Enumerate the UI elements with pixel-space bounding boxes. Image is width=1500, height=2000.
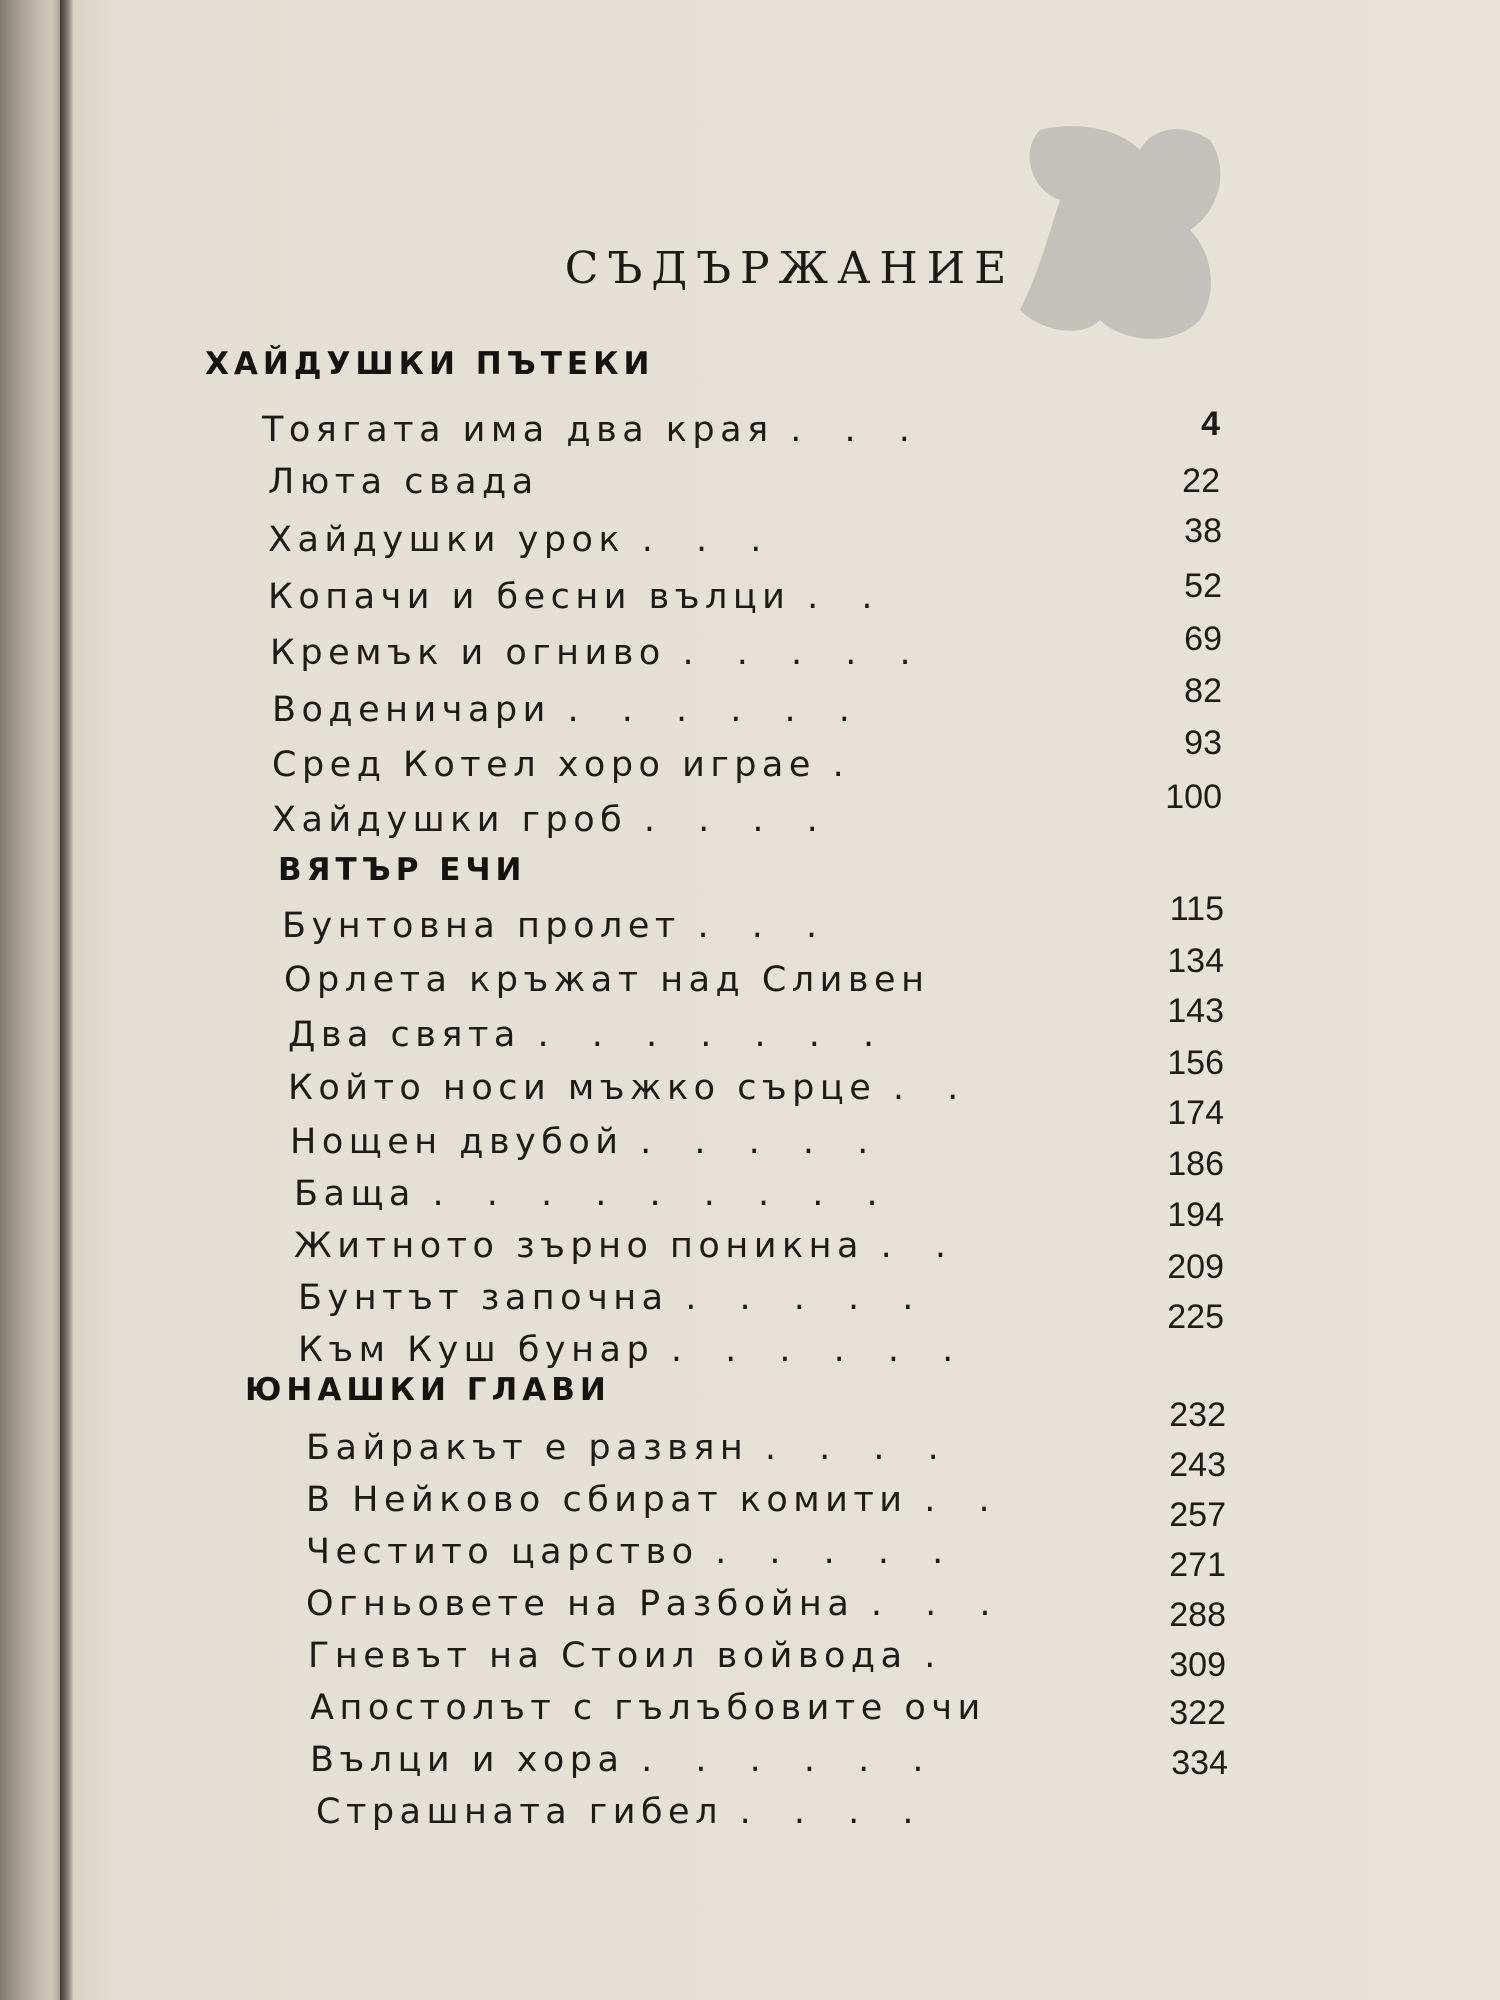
toc-entry[interactable] [268,462,539,502]
leader-dots: . . . . . [640,1122,885,1162]
page-number: 38 [1184,512,1222,550]
entry-title: Хайдушки гроб [272,800,628,840]
page-number: 174 [1167,1094,1224,1132]
entry-title: Орлета кръжат над Сливен [284,960,930,1000]
entry-title: Нощен двубой [290,1122,624,1162]
entry-title: Страшната гибел [316,1792,723,1832]
toc-entry[interactable] [308,1636,951,1676]
entry-title: Бунтът започна [298,1278,669,1318]
left-page-edge [0,0,64,2000]
toc-entry[interactable] [294,1174,894,1214]
page-number: 100 [1165,778,1222,816]
entry-title: Копачи и бесни вълци [268,577,791,617]
leader-dots: . . . [790,410,926,450]
leader-dots: . . . . . . . [537,1015,891,1055]
entry-title: Апостолът с гълъбовите очи [310,1688,986,1728]
entry-title: Житното зърно поникна [294,1226,864,1266]
page-title: СЪДЪРЖАНИЕ [564,243,1016,295]
leader-dots: . . . . [739,1792,930,1832]
entry-title: Вълци и хора [310,1740,625,1780]
toc-entry[interactable] [298,1278,929,1318]
page-number: 257 [1169,1496,1226,1534]
entry-title: Сред Котел хоро играе [272,745,816,785]
entry-title: Воденичари [272,690,551,730]
toc-entry[interactable] [288,1015,890,1055]
leader-dots: . [924,1636,952,1676]
entry-title: Честито царство [306,1532,699,1572]
toc-entry[interactable] [262,410,926,450]
page-number: 93 [1184,724,1222,762]
entry-title: Към Куш бунар [298,1330,655,1370]
leader-dots: . . . . . . [670,1330,970,1370]
leader-dots: . . . . [764,1428,955,1468]
entry-title: Баща [294,1174,416,1214]
toc-entry[interactable] [272,690,866,730]
leader-dots: . . . . . [682,633,927,673]
entry-title: Два свята [288,1015,521,1055]
page-number: 271 [1169,1546,1226,1584]
toc-entry[interactable] [288,1068,974,1108]
page-number: 194 [1167,1196,1224,1234]
leader-dots: . . . . . . [567,690,866,730]
toc-entry[interactable] [306,1532,959,1572]
toc-entry[interactable] [270,633,927,673]
toc-entry[interactable] [306,1584,1007,1624]
section-heading: ЮНАШКИ ГЛАВИ [245,1372,611,1408]
page-number: 115 [1169,890,1224,928]
page-number: 232 [1169,1396,1226,1434]
page-number: 186 [1167,1145,1224,1183]
entry-title: Хайдушки урок [268,520,626,560]
toc-entry[interactable] [310,1688,986,1728]
leader-dots: . [832,745,860,785]
entry-title: Тоягата има два края [262,410,774,450]
entry-title: Бунтовна пролет [282,906,681,946]
leader-dots: . . [924,1480,1006,1520]
leader-dots: . . . . . [685,1278,930,1318]
toc-entry[interactable] [272,800,834,840]
toc-entry[interactable] [294,1226,962,1266]
toc-entry[interactable] [282,906,833,946]
toc-entry[interactable] [272,745,860,785]
page-number: 134 [1167,942,1224,980]
entry-title: Кремък и огниво [270,633,666,673]
toc-entry[interactable] [316,1792,929,1832]
toc-entry[interactable] [268,520,777,560]
book-gutter [60,0,74,2000]
toc-entry[interactable] [310,1740,940,1780]
entry-title: Байракът е развян [306,1428,749,1468]
page-number: 225 [1167,1298,1224,1336]
toc-entry[interactable] [290,1122,884,1162]
leader-dots: . . . . [643,800,834,840]
toc-entry[interactable] [268,577,888,617]
leader-dots: . . . [697,906,834,946]
section-heading: ХАЙДУШКИ ПЪТЕКИ [205,346,655,382]
page-number: 22 [1182,462,1220,500]
leader-dots: . . . . . [715,1532,960,1572]
page-number: 334 [1171,1744,1228,1782]
page-number: 288 [1169,1596,1226,1634]
toc-entry[interactable] [306,1428,955,1468]
leader-dots: . . [880,1226,962,1266]
toc-entry[interactable] [284,960,929,1000]
leader-dots: . . [892,1068,975,1108]
page-number: 322 [1169,1694,1226,1732]
page-number: 4 [1201,405,1220,443]
leader-dots: . . . [641,520,778,560]
leader-dots: . . [807,577,889,617]
leader-dots: . . . [870,1584,1007,1624]
section-heading: ВЯТЪР ЕЧИ [278,852,527,888]
page-number: 82 [1184,672,1222,710]
page-number: 69 [1184,620,1222,658]
page-number: 143 [1167,992,1224,1030]
page-number: 243 [1169,1446,1226,1484]
toc-entry[interactable] [298,1330,969,1370]
entry-title: Огньовете на Разбойна [306,1584,855,1624]
leader-dots: . . . . . . [641,1740,940,1780]
entry-title: Гневът на Стоил войвода [308,1636,908,1676]
lion-emblem-icon [980,110,1250,360]
toc-entry[interactable] [306,1480,1006,1520]
page-number: 309 [1169,1646,1226,1684]
page-number: 52 [1184,567,1222,605]
entry-title: Люта свада [268,462,539,502]
entry-title: В Нейково сбират комити [306,1480,908,1520]
page-number: 156 [1167,1044,1224,1082]
page-number: 209 [1167,1248,1224,1286]
leader-dots: . . . . . . . . . [432,1174,894,1214]
entry-title: Който носи мъжко сърце [288,1068,877,1108]
